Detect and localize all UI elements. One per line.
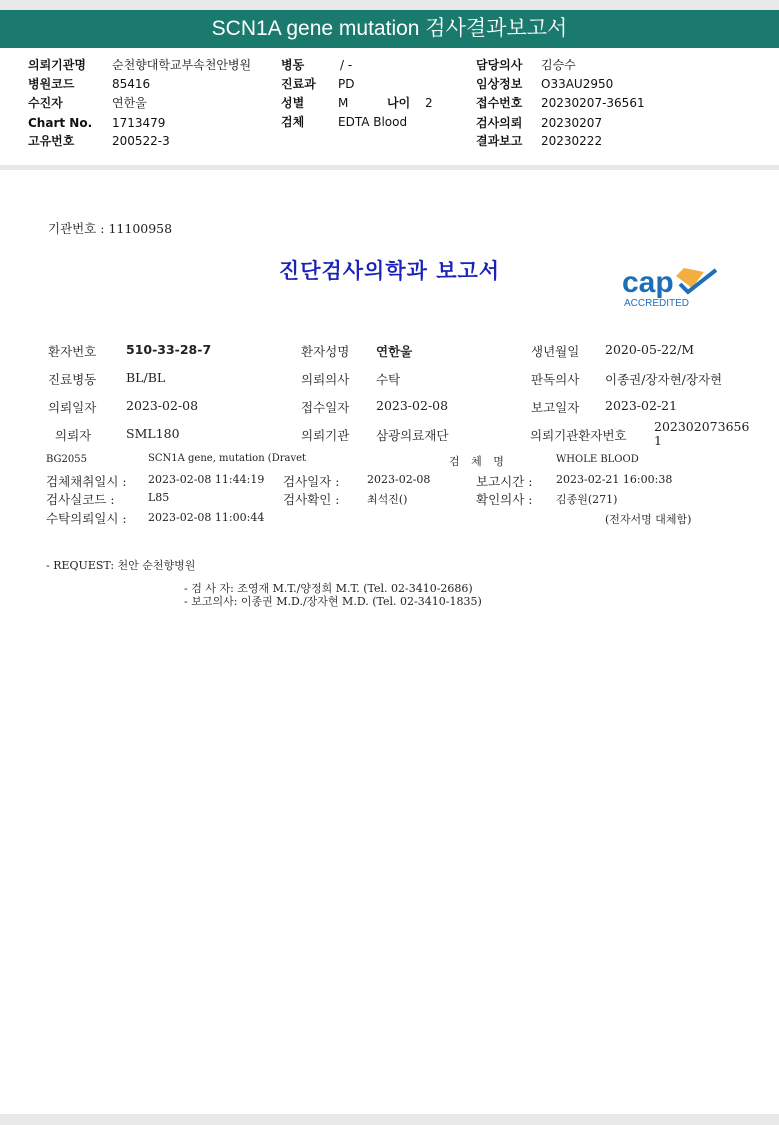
logo-subtext: ACCREDITED bbox=[624, 298, 690, 309]
row4-label1: 의뢰자 bbox=[55, 428, 92, 443]
row1-label2: 환자성명 bbox=[301, 344, 350, 359]
row3-value3: 2023-02-21 bbox=[605, 398, 678, 413]
line1-label1: 검체채취일시 : bbox=[46, 474, 127, 489]
value-patient: 연한울 bbox=[112, 96, 147, 110]
line2-label2: 검사확인 : bbox=[283, 492, 340, 507]
value-result-report: 20230222 bbox=[541, 134, 603, 148]
row2-value1: BL/BL bbox=[126, 370, 166, 385]
cap-accredited-logo bbox=[618, 262, 728, 312]
value-test-request: 20230207 bbox=[541, 116, 603, 130]
row1-label3: 생년월일 bbox=[531, 344, 580, 359]
patient-header bbox=[0, 48, 779, 165]
line1-value3: 2023-02-21 16:00:38 bbox=[556, 473, 673, 486]
label-institution: 의뢰기관명 bbox=[28, 58, 86, 72]
line2-value1: L85 bbox=[148, 491, 170, 504]
value-clinical-info: O33AU2950 bbox=[541, 77, 614, 91]
specimen-label: 검 체 명 bbox=[449, 455, 504, 468]
row2-label1: 진료병동 bbox=[48, 372, 97, 387]
value-hospital-code: 85416 bbox=[112, 77, 151, 91]
reporter-line: - 보고의사: 이종권 M.D./장자현 M.D. (Tel. 02-3410-1835) bbox=[184, 595, 482, 608]
line1-label3: 보고시간 : bbox=[476, 474, 533, 489]
row4-label2: 의뢰기관 bbox=[301, 428, 350, 443]
label-chart-no: Chart No. bbox=[28, 116, 93, 130]
value-specimen: EDTA Blood bbox=[338, 115, 408, 129]
test-name: SCN1A gene, mutation (Dravet bbox=[148, 453, 307, 464]
row4-value3-line1: 202302073656 bbox=[654, 419, 750, 434]
report-sheet bbox=[0, 170, 779, 1114]
label-clinical-info: 임상정보 bbox=[476, 77, 523, 91]
specimen-value: WHOLE BLOOD bbox=[556, 454, 639, 465]
line2-label3: 확인의사 : bbox=[476, 492, 533, 507]
row3-value2: 2023-02-08 bbox=[376, 398, 449, 413]
value-chart-no: 1713479 bbox=[112, 116, 166, 130]
line3-label1: 수탁의뢰일시 : bbox=[46, 511, 127, 526]
line2-value3: 김종원(271) bbox=[556, 493, 618, 506]
label-hospital-code: 병원코드 bbox=[28, 77, 75, 91]
line1-label2: 검사일자 : bbox=[283, 474, 340, 489]
row3-value1: 2023-02-08 bbox=[126, 398, 199, 413]
value-doctor: 김승수 bbox=[541, 58, 576, 72]
row2-value2: 수탁 bbox=[376, 372, 401, 387]
label-age: 나이 bbox=[387, 96, 411, 110]
label-doctor: 담당의사 bbox=[476, 58, 523, 72]
label-department: 진료과 bbox=[281, 77, 316, 91]
e-signature-note: (전자서명 대체함) bbox=[605, 513, 692, 526]
institution-number: 기관번호 : 11100958 bbox=[48, 221, 173, 236]
bg-code: BG2055 bbox=[46, 454, 87, 465]
row4-label3: 의뢰기관환자번호 bbox=[530, 428, 627, 443]
row1-value3: 2020-05-22/M bbox=[605, 342, 695, 357]
label-test-request: 검사의뢰 bbox=[476, 116, 523, 130]
logo-text: cap bbox=[622, 266, 674, 299]
row1-label1: 환자번호 bbox=[48, 344, 97, 359]
label-receipt-no: 접수번호 bbox=[476, 96, 523, 110]
row1-value1: 510-33-28-7 bbox=[126, 342, 212, 357]
row3-label2: 접수일자 bbox=[301, 400, 350, 415]
row3-label3: 보고일자 bbox=[531, 400, 580, 415]
value-ward: / - bbox=[340, 58, 353, 72]
label-ward: 병동 bbox=[281, 58, 305, 72]
report-title-bar bbox=[0, 10, 779, 48]
line2-value2: 최석진() bbox=[367, 493, 408, 506]
line2-label1: 검사실코드 : bbox=[46, 492, 115, 507]
row3-label1: 의뢰일자 bbox=[48, 400, 97, 415]
line1-value2: 2023-02-08 bbox=[367, 473, 431, 486]
label-unique-no: 고유번호 bbox=[28, 134, 75, 148]
line1-value1: 2023-02-08 11:44:19 bbox=[148, 473, 265, 486]
tester-line: - 검 사 자: 조영재 M.T./양정희 M.T. (Tel. 02-3410-2686) bbox=[184, 582, 473, 595]
row2-label3: 판독의사 bbox=[531, 372, 580, 387]
value-sex: M bbox=[338, 96, 349, 110]
value-age: 2 bbox=[425, 96, 433, 110]
row4-value2: 삼광의료재단 bbox=[376, 428, 449, 443]
label-patient: 수진자 bbox=[28, 96, 63, 110]
value-department: PD bbox=[338, 77, 355, 91]
label-specimen: 검체 bbox=[281, 115, 305, 129]
row4-value3-line2: 1 bbox=[654, 433, 662, 448]
value-receipt-no: 20230207-36561 bbox=[541, 96, 645, 110]
row4-value1: SML180 bbox=[126, 426, 180, 441]
line3-value1: 2023-02-08 11:00:44 bbox=[148, 511, 265, 524]
row1-value2: 연한울 bbox=[376, 344, 413, 359]
value-unique-no: 200522-3 bbox=[112, 134, 170, 148]
request-line: - REQUEST: 천안 순천향병원 bbox=[46, 559, 196, 572]
row2-label2: 의뢰의사 bbox=[301, 372, 350, 387]
value-institution: 순천향대학교부속천안병원 bbox=[112, 58, 252, 72]
row2-value3: 이종권/장자현/장자현 bbox=[605, 372, 723, 387]
report-heading: 진단검사의학과 보고서 bbox=[278, 259, 501, 283]
report-title: SCN1A gene mutation 검사결과보고서 bbox=[211, 17, 568, 40]
label-result-report: 결과보고 bbox=[476, 134, 523, 148]
label-sex: 성별 bbox=[281, 96, 305, 110]
